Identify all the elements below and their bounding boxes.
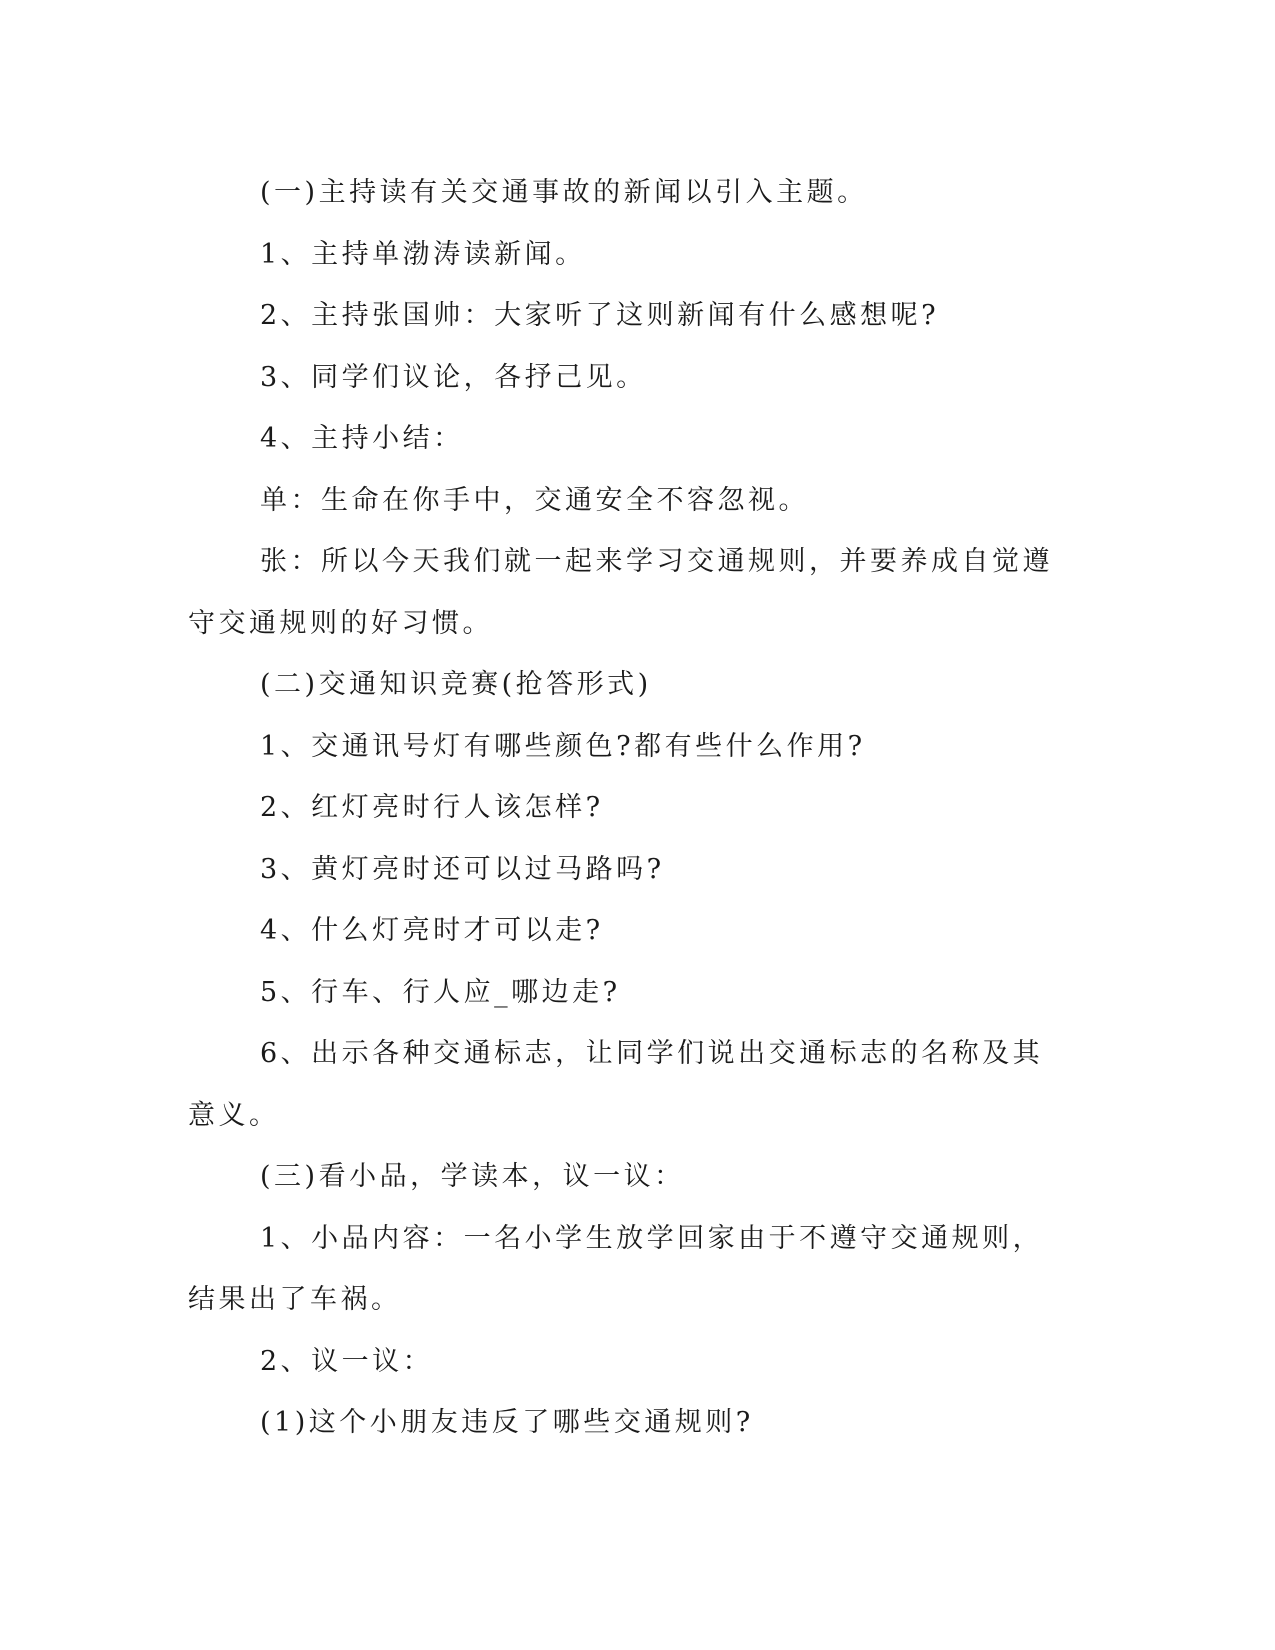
question-item: 3、黄灯亮时还可以过马路吗? (260, 853, 665, 885)
paragraph: 张：所以今天我们就一起来学习交通规则，并要养成自觉遵守交通规则的好习惯。 (188, 546, 1053, 639)
paragraph: 1、主持单渤涛读新闻。 (260, 238, 586, 270)
paragraph: 2、主持张国帅：大家听了这则新闻有什么感想呢? (260, 300, 940, 331)
paragraph: 1、小品内容：一名小学生放学回家由于不遵守交通规则，结果出了车祸。 (188, 1222, 1044, 1315)
paragraph: 2、议一议： (260, 1345, 434, 1377)
question-item: 2、红灯亮时行人该怎样? (260, 792, 604, 823)
section-heading-3: (三)看小品，学读本，议一议： (260, 1161, 685, 1192)
question-item: 4、什么灯亮时才可以走? (260, 915, 604, 946)
question-item: 6、出示各种交通标志，让同学们说出交通标志的名称及其意义。 (188, 1038, 1044, 1131)
paragraph: 单：生命在你手中，交通安全不容忽视。 (260, 484, 809, 516)
paragraph: 4、主持小结： (260, 423, 464, 454)
document-body (188, 162, 1073, 1454)
question-item: 5、行车、行人应_哪边走? (260, 976, 621, 1008)
question-item: 1、交通讯号灯有哪些颜色?都有些什么作用? (260, 730, 866, 762)
paragraph: 3、同学们议论，各抒己见。 (260, 361, 647, 393)
section-heading-1: (一)主持读有关交通事故的新闻以引入主题。 (260, 177, 868, 208)
paragraph: (1)这个小朋友违反了哪些交通规则? (260, 1407, 754, 1438)
section-heading-2: (二)交通知识竞赛(抢答形式) (260, 669, 652, 700)
